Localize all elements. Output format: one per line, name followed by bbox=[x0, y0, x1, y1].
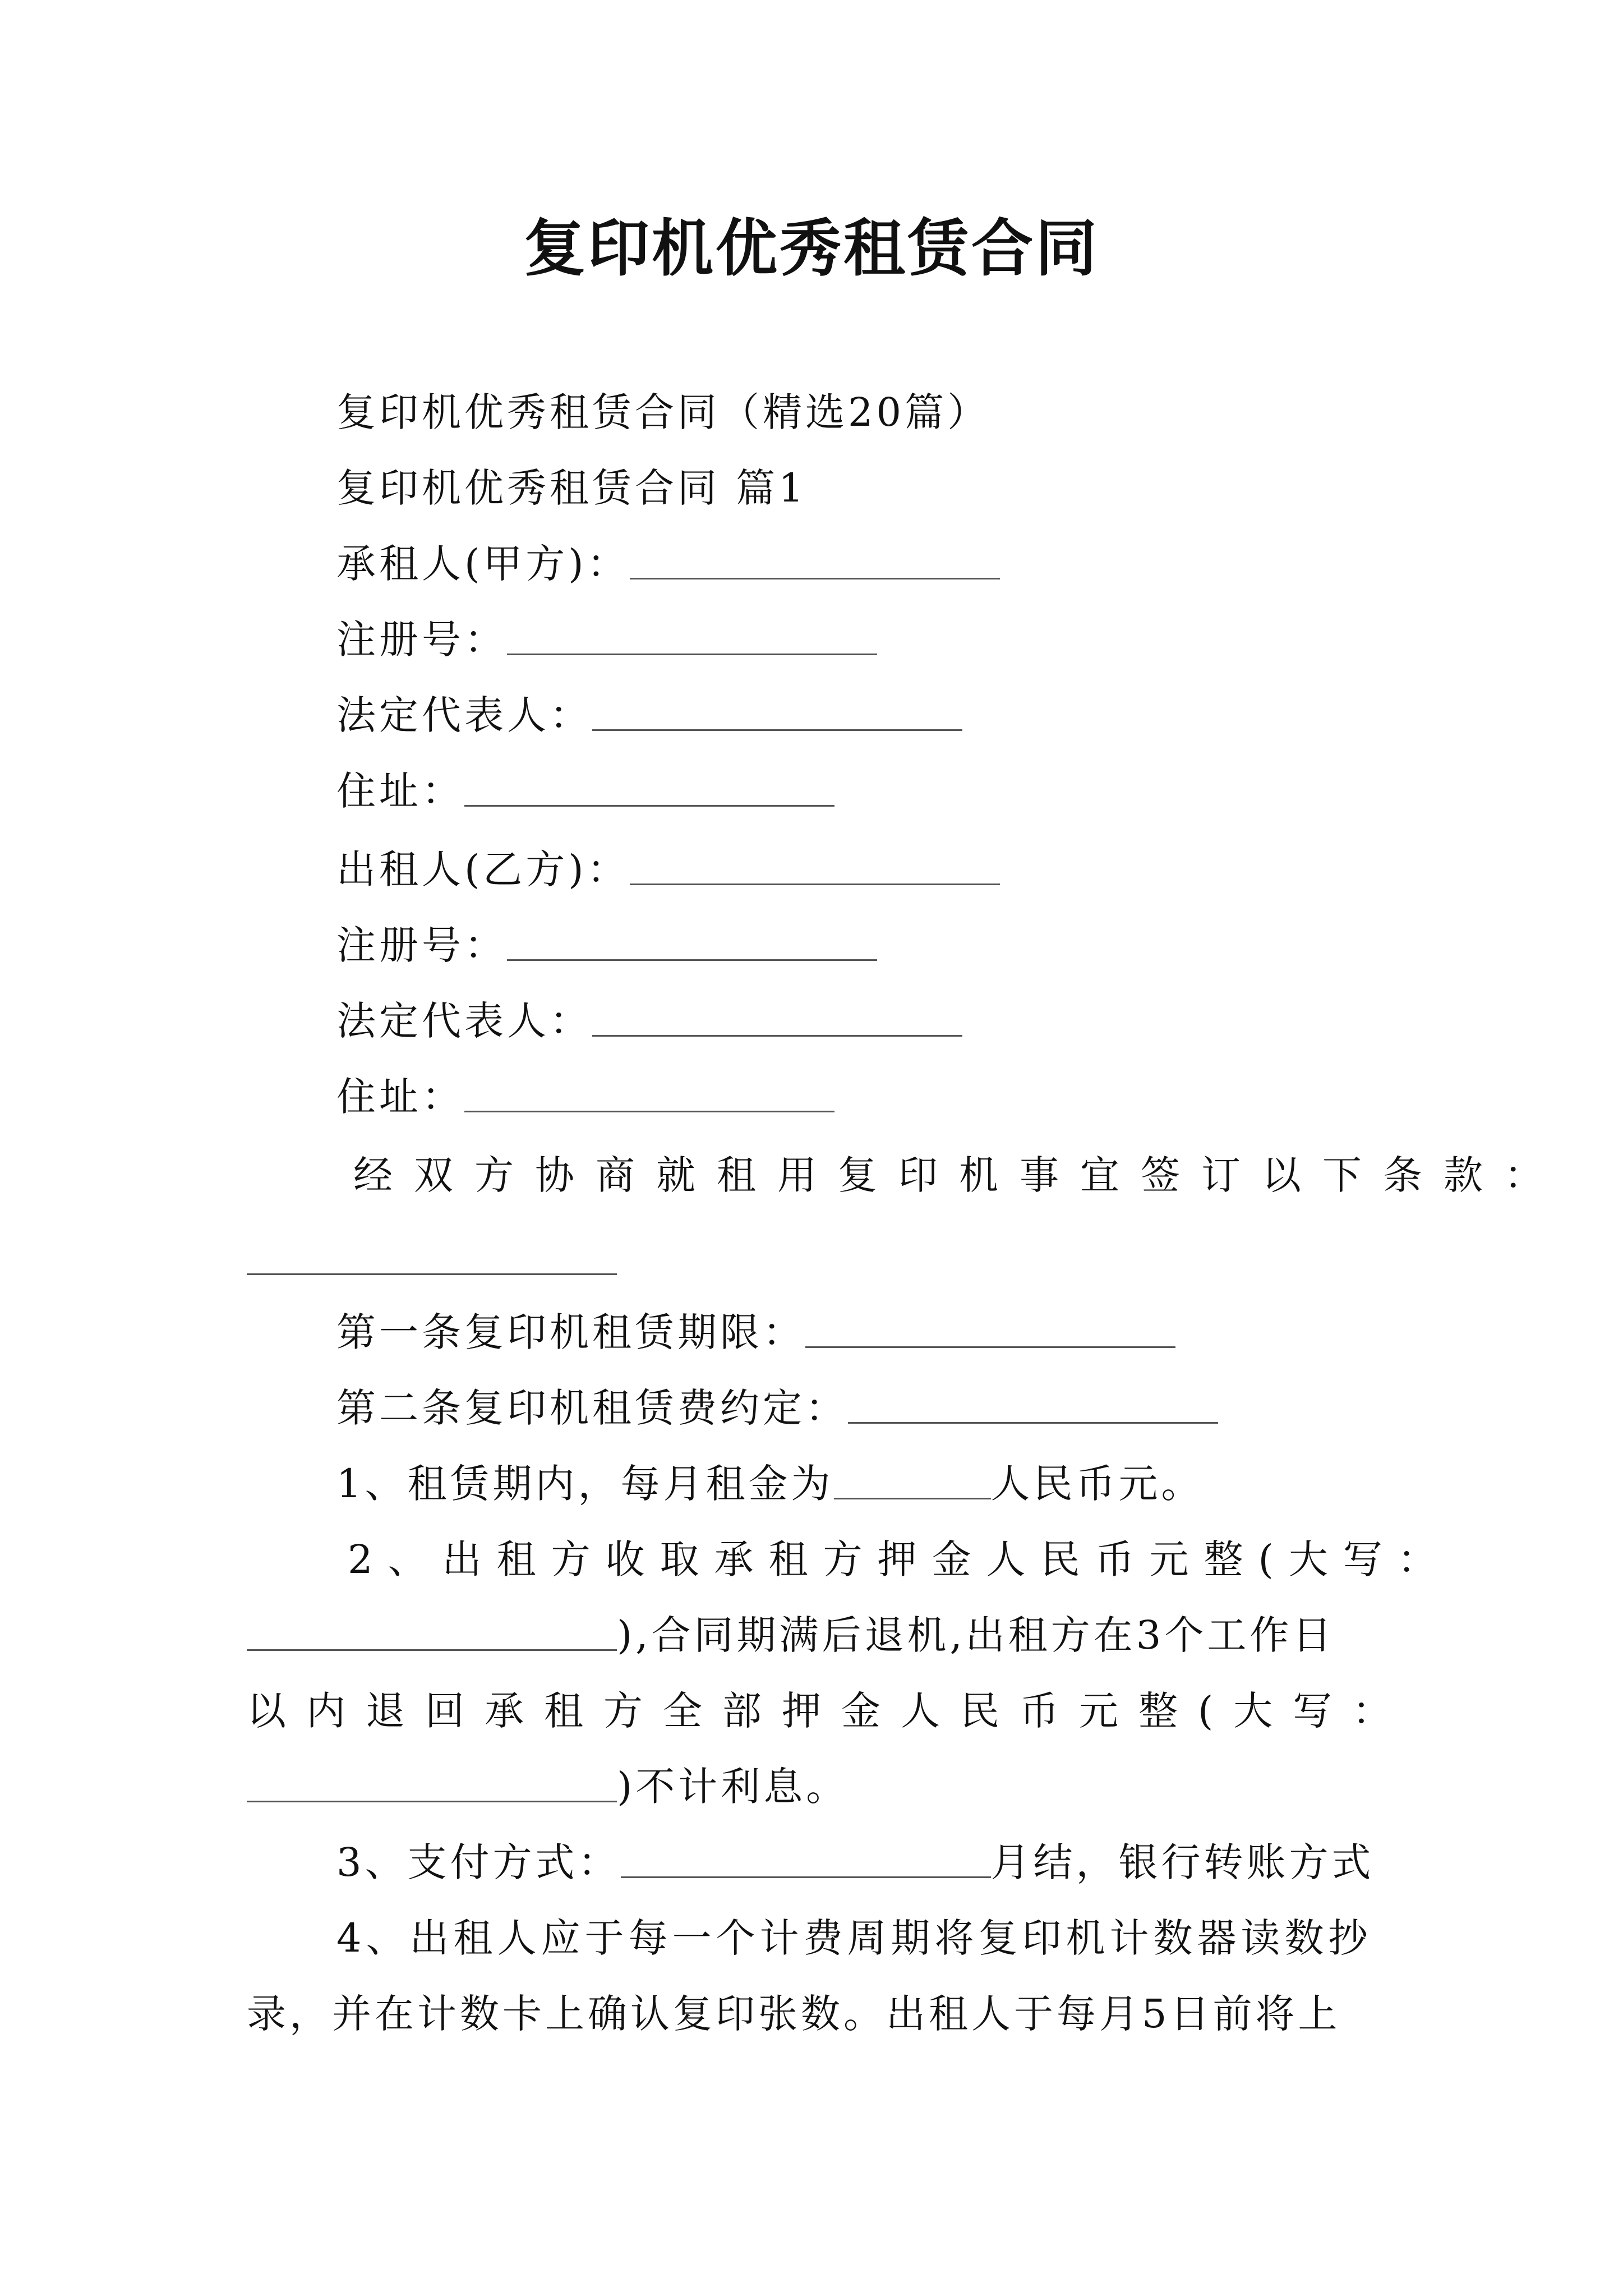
item2-blank2 bbox=[247, 1756, 617, 1802]
article1-label: 第一条复印机租赁期限： bbox=[336, 1309, 805, 1355]
item2-line2 bbox=[247, 1604, 1335, 1666]
lessee-row bbox=[336, 533, 1000, 595]
item2-line1: 2、出租方收取承租方押金人民币元整(大写： bbox=[348, 1536, 1452, 1582]
lessor-label: 出租人(乙方)： bbox=[336, 846, 630, 892]
lessor-row bbox=[336, 839, 1000, 900]
document-title: 复印机优秀租赁合同 bbox=[524, 213, 1099, 284]
lessor-rep-label: 法定代表人： bbox=[336, 998, 592, 1044]
item3-blank bbox=[621, 1832, 991, 1878]
item1-row bbox=[336, 1453, 1204, 1515]
preamble-text: 经双方协商就租用复印机事宜签订以下条款： bbox=[353, 1152, 1565, 1198]
lessor-addr-label: 住址： bbox=[336, 1074, 464, 1120]
lessee-reg-blank bbox=[507, 609, 877, 655]
lessee-addr-label: 住址： bbox=[336, 768, 464, 814]
lessee-rep-label: 法定代表人： bbox=[336, 692, 592, 738]
article1-row bbox=[336, 1301, 1175, 1363]
lessee-rep-row bbox=[336, 684, 962, 746]
lessee-reg-row bbox=[336, 609, 877, 670]
item4-line1: 4、出租人应于每一个计费周期将复印机计数器读数抄 bbox=[336, 1915, 1372, 1961]
item2-line4-text: )不计利息。 bbox=[617, 1764, 849, 1810]
lessor-reg-row bbox=[336, 914, 877, 976]
lessee-label: 承租人(甲方)： bbox=[336, 541, 630, 587]
lessor-reg-blank bbox=[507, 914, 877, 961]
article2-row bbox=[336, 1377, 1218, 1439]
item4-line2: 录，并在计数卡上确认复印张数。出租人于每月5日前将上 bbox=[247, 1991, 1341, 2037]
lessor-blank bbox=[630, 839, 1000, 885]
item3-row bbox=[336, 1832, 1375, 1893]
item2-blank1 bbox=[247, 1604, 617, 1651]
article2-blank bbox=[848, 1377, 1218, 1424]
section-heading: 复印机优秀租赁合同 篇1 bbox=[336, 465, 807, 511]
item3-post: 月结，银行转账方式 bbox=[990, 1839, 1375, 1885]
lessee-rep-blank bbox=[592, 684, 962, 731]
preamble-blank bbox=[247, 1273, 617, 1275]
lessor-reg-label: 注册号： bbox=[336, 922, 507, 968]
lessee-blank bbox=[630, 533, 1000, 579]
article1-blank bbox=[805, 1301, 1175, 1348]
lessor-rep-row bbox=[336, 990, 962, 1052]
item1-pre: 1、租赁期内，每月租金为 bbox=[336, 1461, 834, 1507]
item1-post: 人民币元。 bbox=[990, 1461, 1204, 1507]
lessor-addr-row bbox=[336, 1066, 834, 1128]
article2-label: 第二条复印机租赁费约定： bbox=[336, 1385, 848, 1431]
document-subtitle: 复印机优秀租赁合同（精选20篇） bbox=[336, 389, 990, 435]
lessee-addr-row bbox=[336, 760, 834, 822]
item3-pre: 3、支付方式： bbox=[336, 1839, 621, 1885]
lessee-addr-blank bbox=[464, 760, 834, 807]
lessee-reg-label: 注册号： bbox=[336, 616, 507, 662]
item1-blank bbox=[834, 1453, 991, 1499]
item2-line4 bbox=[247, 1756, 849, 1818]
item2-line2-text: ),合同期满后退机,出租方在3个工作日 bbox=[617, 1612, 1335, 1658]
lessor-addr-blank bbox=[464, 1066, 834, 1112]
item2-line3: 以内退回承租方全部押金人民币元整(大写： bbox=[247, 1688, 1412, 1734]
lessor-rep-blank bbox=[592, 990, 962, 1037]
